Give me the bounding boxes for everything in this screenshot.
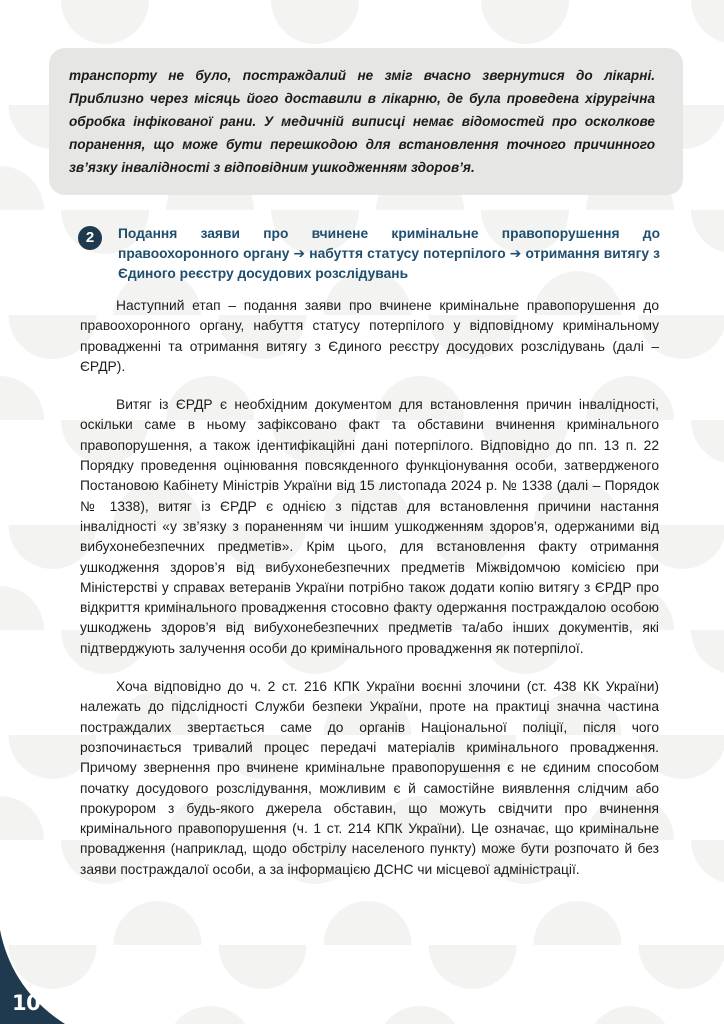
case-example-text: транспорту не було, постраждалий не зміг вчасно звернутися до лікарні. Приблизно через місяць його доставили в лікарню, де була проведена хірургічна обробка інфікованої рани. У медичній виписці немає відомостей про осколкове поранення, що може бути перешкодою для встановлення точного причинного зв’язку інвалідності з відповідним ушкодженням здоров’я. bbox=[69, 68, 655, 175]
paragraph-1: Наступний етап – подання заяви про вчинене кримінальне правопорушення до правоохоронного органу, набуття статусу потерпілого у відповідному кримінальному провадженні та отримання витягу з Єдиного реєстру досудових розслідувань (далі – ЄРДР). bbox=[80, 298, 659, 374]
section-number-badge: 2 bbox=[78, 226, 102, 250]
section-heading bbox=[78, 224, 660, 284]
body-text bbox=[80, 296, 659, 898]
section-title: Подання заяви про вчинене кримінальне правопорушення до правоохоронного органу ➔ набуття статусу потерпілого ➔ отримання витягу з Єдиного реєстру досудових розслідувань bbox=[118, 226, 660, 281]
case-example-box bbox=[49, 48, 683, 195]
paragraph-3: Хоча відповідно до ч. 2 ст. 216 КПК України воєнні злочини (ст. 438 КК України) належать до підслідності Служби безпеки України, проте на практиці значна частина постраждалих звертається саме до органів Національної поліції, після чого розпочинається тривалий процес передачі матеріалів кримінального провадження. Причому звернення про вчинене кримінальне правопорушення є не єдиним способом початку досудового розслідування, можливим є й самостійне виявлення слідчим або прокурором з будь-якого джерела обставин, що можуть свідчити про вчинення кримінального правопорушення (ч. 1 ст. 214 КПК України). Це означає, що кримінальне провадження (наприклад, щодо обстрілу населеного пункту) може бути розпочато й без заяви постраждалої особи, а за інформацією ДСНС чи місцевої адміністрації. bbox=[80, 679, 659, 877]
paragraph-2: Витяг із ЄРДР є необхідним документом для встановлення причин інвалідності, оскільки саме в ньому зафіксовано факт та обставини вчинення кримінального правопорушення, а також ідентифікаційні дані потерпілого. Відповідно до пп. 13 п. 22 Порядку проведення оцінювання повсякденного функціонування особи, затвердженого Постановою Кабінету Міністрів України від 15 листопада 2024 р. № 1338 (далі – Порядок № 1338), витяг із ЄРДР є однією з підстав для встановлення причини настання інвалідності «у зв’язку з пораненням чи іншим ушкодженням здоров’я, одержаними від вибухонебезпечних предметів». Крім цього, для встановлення факту отримання ушкодження здоров’я від вибухонебезпечних предметів Міжвідомчою комісією при Міністерстві у справах ветеранів України потрібно також додати копію витягу з ЄРДР про відкриття кримінального провадження стосовно факту одержання постраждалою особою ушкоджень здоров’я від вибухонебезпечних предметів та/або інших документів, які підтверджують залучення особи до кримінального провадження як потерпілої. bbox=[80, 397, 659, 656]
page-number: 10 bbox=[12, 991, 41, 1015]
